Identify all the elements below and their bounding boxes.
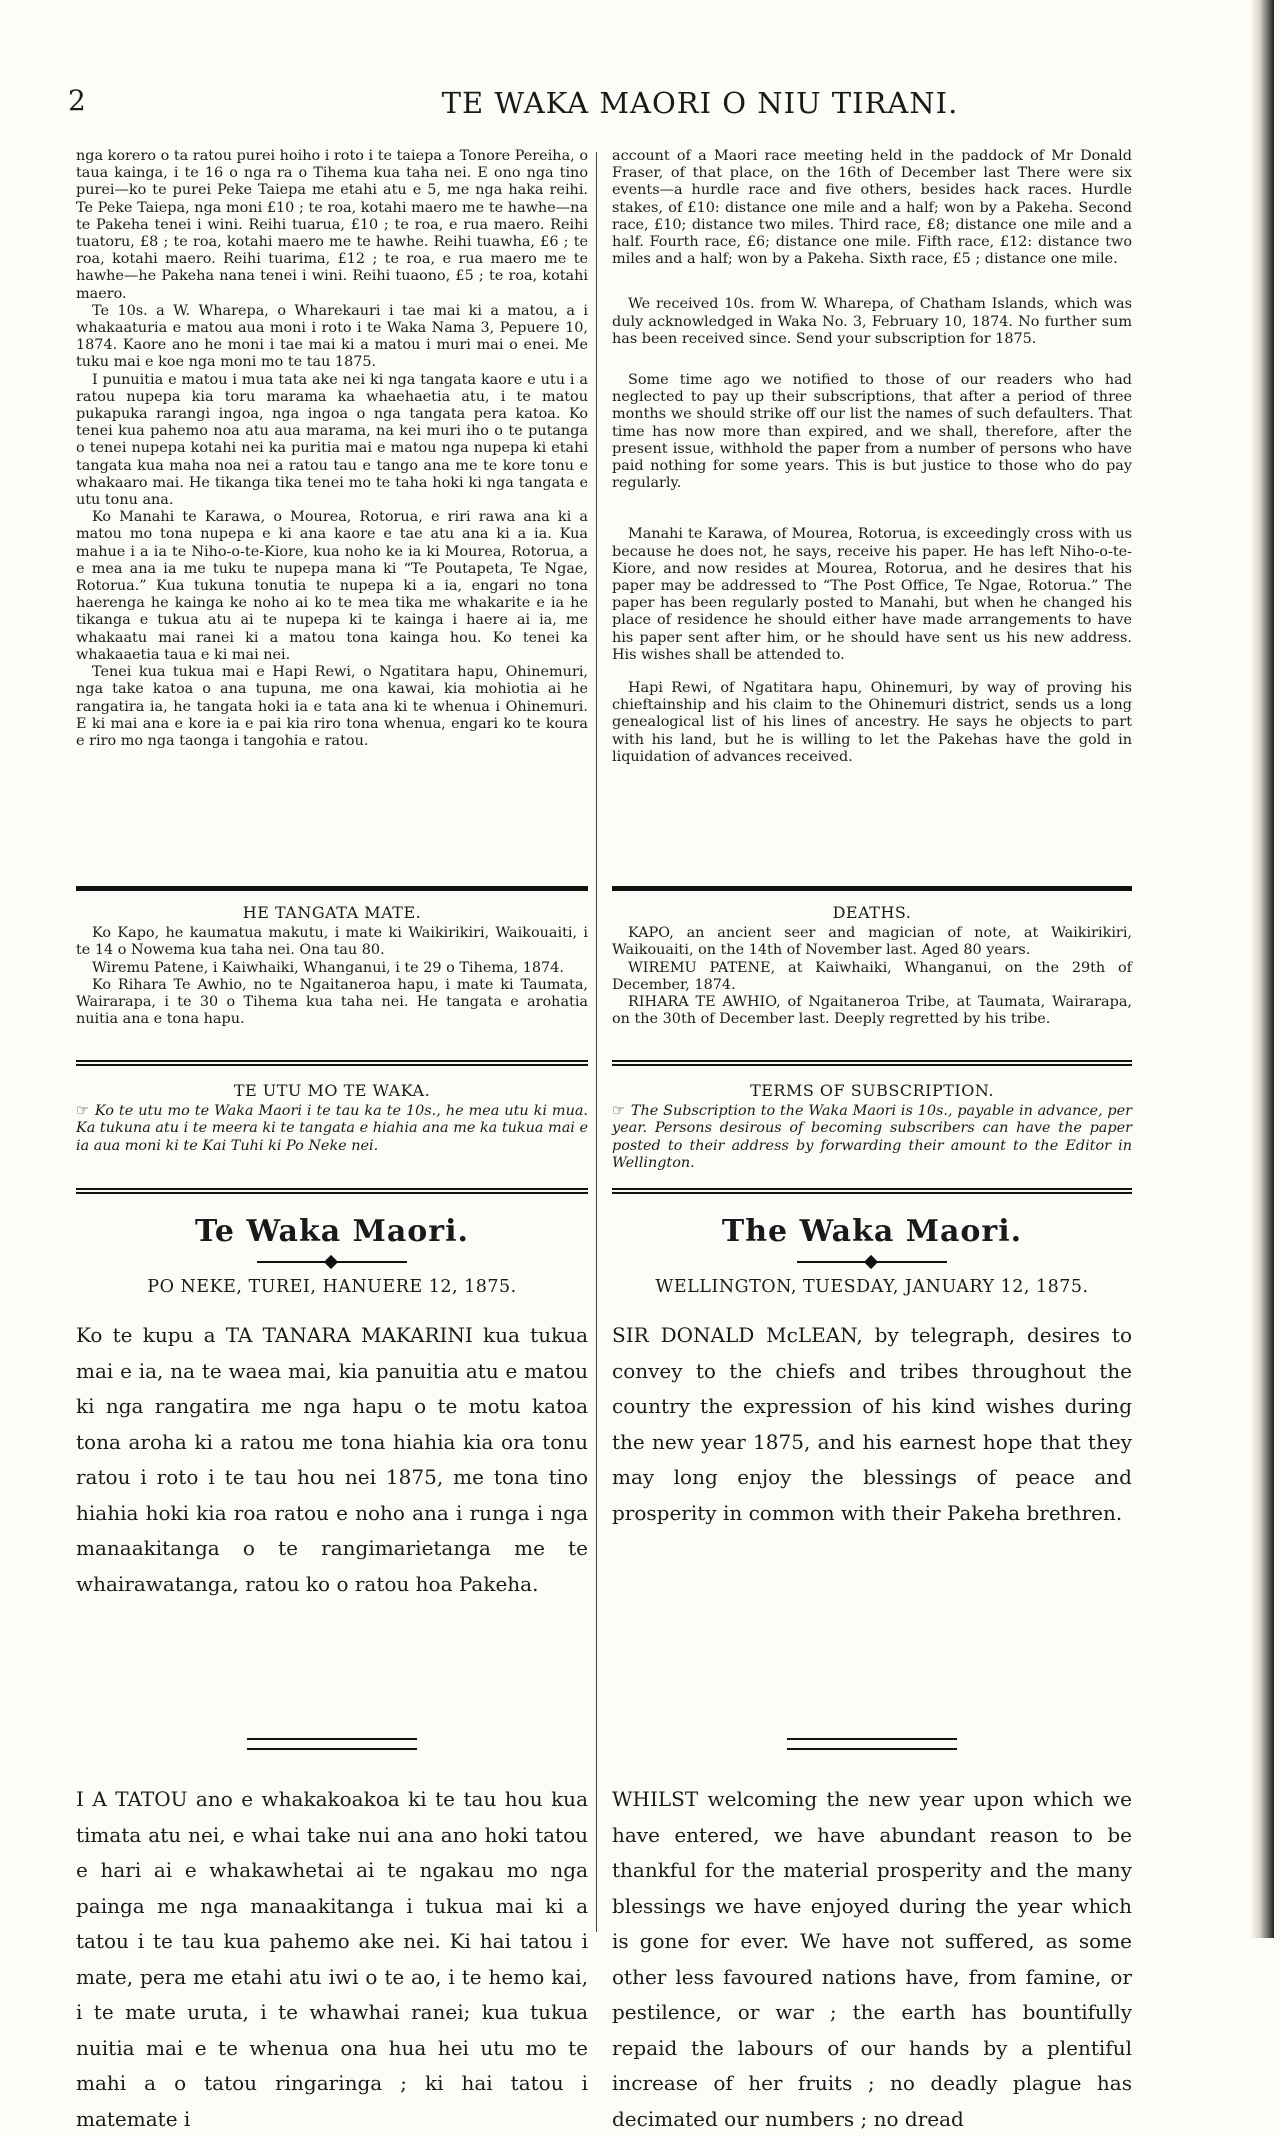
death-notice: Ko Rihara Te Awhio, no te Ngaitaneroa hapu, i mate ki Taumata, Wairarapa, i te 30 o Tihema kua taha nei. He tangata e arohatia nuitia ana e tona hapu. [76,976,588,1028]
death-notice: Ko Kapo, he kaumatua makutu, i mate ki Waikirikiri, Waikouaiti, i te 14 o Nowema kua taha nei. Ona tau 80. [76,925,588,959]
death-notice: RIHARA TE AWHIO, of Ngaitaneroa Tribe, at Taumata, Wairarapa, on the 30th of December last. Deeply regretted by his tribe. [612,994,1132,1028]
lead-paragraph: Ko te kupu a TA TANARA MAKARINI kua tukua mai e ia, na te waea mai, kia panuitia atu e matou ki nga rangatira me nga hapu o te motu katoa tona aroha ki a ratou me tona hiahia kia ora tonu ratou i roto i te tau hou nei 1875, me tona tino hiahia hoki kia roa ratou e noho ana i runga i nga manaakitanga o te rangimarietanga me te whairawatanga, ratou ko o ratou hoa Pakeha. [76,1323,588,1596]
left-news-para: I punuitia e matou i mua tata ake nei ki nga tangata kaore e utu i a ratou nupepa kia toru marama ka whaehaetia atu, i te matou pukapuka rarangi ingoa, nga ingoa o nga tangata pera katoa. Ko tenei kua pahemo noa atu aua marama, na kei muri iho o te putanga o tenei nupepa kotahi nei ka puritia mai e matou nga nupepa ki etahi tangata kua maha noa nei a ratou tau e tango ana me te kore tonu e whakaaro mai. He tikanga tika tenei mo te taha hoki ki nga tangata e utu tonu ana. [76,371,588,509]
pointing-hand-icon: ☞ [76,1103,89,1120]
short-double-rule [247,1738,417,1750]
subscription-text: Ko te utu mo te Waka Maori i te tau ka te 10s., he mea utu ki mua. Ka tukuna atu i te meera ki te tangata e hiahia ana me ka tukua mai e ia aua moni ki te Kai Tuhi ki Po Neke nei. [76,1103,588,1154]
short-double-rule [787,1738,957,1750]
lead-paragraph: SIR DONALD McLEAN, by telegraph, desires to convey to the chiefs and tribes throughout the country the expression of his kind wishes during the new year 1875, and his earnest hope that they may long enjoy the blessings of peace and prosperity in common with their Pakeha brethren. [612,1323,1132,1525]
left-news-para: Te 10s. a W. Wharepa, o Wharekauri i tae mai ki a matou, a i whakaaturia e matou aua moni i roto i te Waka Nama 3, Pepuere 10, 1874. Kaore ano he moni i tae mai ki a matou i muri mai o enei. Me tuku mai e koe nga moni mo te tau 1875. [76,302,588,371]
deaths-heading: HE TANGATA MATE. [242,903,422,922]
column-divider [596,152,597,1932]
left-news [76,148,588,750]
right-news-para: Manahi te Karawa, of Mourea, Rotorua, is exceedingly cross with us because he does not, he says, receive his paper. He has left Niho-o-te-Kiore, and now resides at Mourea, Rotorua, and he desires that his paper may be addressed to “The Post Office, Te Ngae, Rotorua.” The paper has been regularly posted to Manahi, but when he changed his place of residence he should either have made arrangements to have his paper sent after him, or he should have sent us his new address. His wishes shall be attended to. [612,526,1132,663]
right-news-para: Some time ago we notified to those of our readers who had neglected to pay up their subscriptions, that after a period of three months we should strike off our list the names of such defaulters. That time has now more than expired, and we shall, therefore, after the present issue, withhold the paper from a number of persons who have paid nothing for some years. This is but justice to those who do pay regularly. [612,372,1132,492]
section-rule [76,1188,588,1194]
left-news-para: Ko Manahi te Karawa, o Mourea, Rotorua, e riri rawa ana ki a matou mo tona nupepa e ki ana kaore e tae atu ana ki a ia. Kua mahue i a ia te Niho-o-te-Kiore, kua noho ke ia ki Mourea, Rotorua, a e mea ana ia me tuku te nupepa mana ki “Te Poutapeta, Te Ngae, Rotorua.” Kua tukuna tonutia te nupepa ki a ia, engari no tona haerenga he kainga ke noho ai ko te mea tika me whakarite e ia he tikanga e tukua atu ai te nupepa ki te kainga i haere ai ia, me whakaatu mai ranei ki a matou tona kainga hou. Ko tenei ka whakaaetia taua e ki mai nei. [76,509,588,663]
editorial-article: I A TATOU ano e whakakoakoa ki te tau hou kua timata atu nei, e whai take nui ana ano hoki tatou e hari ai e whakawhetai ai te ngakau mo nga painga me nga manaakitanga i tukua mai ki a tatou i te tau kua pahemo ake nei. Ki hai tatou i mate, pera me etahi atu iwi o te ao, i te hemo kai, i te mate uruta, i te whawhai ranei; kua tukua nuitia mai e te whenua ona hua hei utu mo te mahi a o tatou ringaringa ; ki hai tatou i matemate i [76,1787,588,2131]
subscription-text: The Subscription to the Waka Maori is 10s., payable in advance, per year. Persons desirous of becoming subscribers can have the paper posted to their address by forwarding their amount to the Editor in Wellington. [612,1103,1132,1171]
left-editorial-header [76,1214,588,1297]
section-rule [612,886,1132,891]
section-rule [612,1188,1132,1194]
section-rule [76,886,588,891]
page-binding-edge [1250,0,1274,1938]
right-news-para: account of a Maori race meeting held in the paddock of Mr Donald Fraser, of that place, on the 16th of December last There were six events—a hurdle race and five others, besides hack races. Hurdle stakes, of £10: distance one mile and a half; won by a Pakeha. Second race, £10; distance two miles. Third race, £8; distance one mile and a half. Fourth race, £6; distance one mile. Fifth race, £12: distance two miles and a half; won by a Pakeha. Sixth race, £5 ; distance one mile. [612,148,1132,268]
section-rule [612,1060,1132,1066]
right-subscription [612,1082,1132,1172]
section-rule [76,1060,588,1066]
page-number: 2 [68,84,86,117]
left-deaths [76,904,588,1028]
paper-title: Te Waka Maori. [195,1214,469,1249]
left-news-para: Tenei kua tukua mai e Hapi Rewi, o Ngatitara hapu, Ohinemuri, nga take katoa o ana tupuna, me ona kawai, kia mohiotia ai he rangatira ia, he tangata hoki ia e tata ana ki te whenua i Ohinemuri. E ki mai ana e kore ia e pai kia riro tona whenua, engari ko te koura e riro mo nga taonga i tangohia e ratou. [76,664,588,749]
left-subscription [76,1082,588,1155]
right-news [612,148,1132,766]
death-notice: KAPO, an ancient seer and magician of note, at Waikirikiri, Waikouaiti, on the 14th of November last. Aged 80 years. [612,925,1132,959]
subscription-heading: TERMS OF SUBSCRIPTION. [750,1081,994,1100]
ornamental-rule [797,1257,947,1267]
right-news-para: We received 10s. from W. Wharepa, of Chatham Islands, which was duly acknowledged in Waka No. 3, February 10, 1874. No further sum has been received since. Send your subscription for 1875. [612,296,1132,347]
death-notice: WIREMU PATENE, at Kaiwhaiki, Whanganui, on the 29th of December, 1874. [612,959,1132,993]
death-notice: Wiremu Patene, i Kaiwhaiki, Whanganui, i te 29 o Tihema, 1874. [92,959,564,976]
right-editorial-header [612,1214,1132,1297]
editorial-article: WHILST welcoming the new year upon which we have entered, we have abundant reason to be thankful for the material prosperity and the many blessings we have enjoyed during the year which is gone for ever. We have not suffered, as some other less favoured nations have, from famine, or pestilence, or war ; the earth has bountifully repaid the labours of our hands by a plentiful increase of her fruits ; no deadly plague has decimated our numbers ; no dread [612,1787,1132,2131]
pointing-hand-icon: ☞ [612,1103,625,1120]
left-news-para: nga korero o ta ratou purei hoiho i roto i te taiepa a Tonore Pereiha, o taua kainga, i te 16 o nga ra o Tihema kua taha nei. E ono nga tino purei—ko te purei Peke Taiepa me etahi atu e 5, me nga haka reihi. Te Peke Taiepa, nga moni £10 ; te roa, kotahi maero me te hawhe—na te Pakeha tenei i wini. Reihi tuarua, £10 ; te roa, e rua maero. Reihi tuatoru, £8 ; te roa, kotahi maero me te hawhe. Reihi tuawha, £6 ; te roa, kotahi maero. Reihi tuarima, £12 ; te roa, e rua maero me te hawhe—he Pakeha nana tenei i wini. Reihi tuaono, £5 ; te roa, kotahi maero. [76,148,588,302]
dateline: PO NEKE, TUREI, HANUERE 12, 1875. [147,1277,517,1297]
ornamental-rule [257,1257,407,1267]
dateline: WELLINGTON, TUESDAY, JANUARY 12, 1875. [655,1277,1089,1297]
subscription-heading: TE UTU MO TE WAKA. [233,1081,431,1100]
deaths-heading: DEATHS. [832,903,912,922]
paper-title: The Waka Maori. [721,1214,1023,1249]
right-news-para: Hapi Rewi, of Ngatitara hapu, Ohinemuri, by way of proving his chieftainship and his claim to the Ohinemuri district, sends us a long genealogical list of his lines of ancestry. He says he objects to part with his land, but he is willing to let the Pakehas have the gold in liquidation of advances received. [612,680,1132,765]
right-deaths [612,904,1132,1028]
masthead-title: TE WAKA MAORI O NIU TIRANI. [441,86,959,120]
